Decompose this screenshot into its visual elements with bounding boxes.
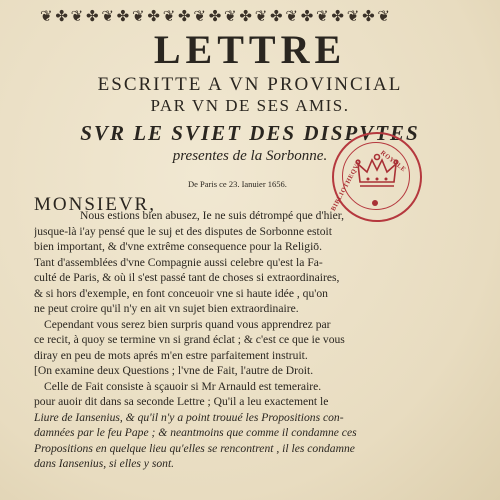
body-line: ne peut croire qu'il n'y en ait vn sujet bien extraordinaire. (34, 302, 299, 315)
body-line: Liure de Iansenius, & qu'il n'y a point trouué les Propositions con- (34, 410, 344, 424)
ornament-band: ❦ ✤ ❦ ✤ ❦ ✤ ❦ ✤ ❦ ✤ ❦ ✤ ❦ ✤ ❦ ✤ ❦ ✤ ❦ ✤ ❦ ✤ ❦ (40, 7, 389, 25)
title-line-4: SVR LE SVIET DES DISPVTES (80, 121, 420, 145)
body-line: [On examine deux Questions ; l'vne de Fait, l'autre de Droit. (34, 364, 314, 377)
dateline: De Paris ce 23. Ianuier 1656. (188, 179, 287, 189)
crown-icon (354, 152, 400, 192)
body-line: culté de Paris, & où il s'est passé tant de choses si extraordinaires, (34, 271, 340, 284)
stamp-text-right: ROYALE (379, 149, 408, 174)
body-line: Tant d'assemblées d'vne Compagnie aussi celebre qu'est la Fa- (34, 255, 323, 269)
body-line: dans Iansenius, si elles y sont. (34, 457, 175, 470)
header-ornament (40, 6, 460, 26)
salutation: MONSIEVR, (34, 194, 156, 215)
document-title: LETTRE (153, 27, 347, 72)
stamp-text-left: BIBLIOTHEQVE (330, 158, 363, 213)
body-line: Cependant vous serez bien surpris quand vous apprendrez par (44, 317, 331, 331)
title-line-5: presentes de la Sorbonne. (172, 148, 328, 164)
letter-body (34, 195, 464, 472)
body-line: Celle de Fait consiste à sçauoir si Mr Arnauld est temeraire. (44, 379, 322, 393)
body-line: ce recit, à quoy se termine vn si grand éclat ; & c'est ce que ie vous (34, 333, 345, 346)
body-line: diray en peu de mots aprés m'en estre parfaitement instruit. (34, 348, 308, 362)
body-line: Nous estions bien abusez, Ie ne suis détrompé que d'hier, (80, 209, 345, 222)
body-line: & si hors d'exemple, en font conceuoir vne si haute idée , qu'on (34, 286, 328, 300)
body-line: jusque-là i'ay pensé que le suj et des disputes de Sorbonne estoit (34, 224, 332, 238)
title-line-3: PAR VN DE SES AMIS. (150, 96, 350, 115)
body-line: damnées par le feu Pape ; & neantmoins que comme il condamne ces (34, 426, 357, 439)
title-line-2: ESCRITTE A VN PROVINCIAL (97, 74, 403, 95)
body-line: Propositions en quelque lieu qu'elles se rencontrent , il les condamne (34, 441, 355, 455)
body-line: pour auoir dit dans sa seconde Lettre ; Qu'il a leu exactement le (34, 395, 329, 408)
body-line: bien important, & d'vne extrême consequence pour la Religiō. (34, 240, 322, 253)
